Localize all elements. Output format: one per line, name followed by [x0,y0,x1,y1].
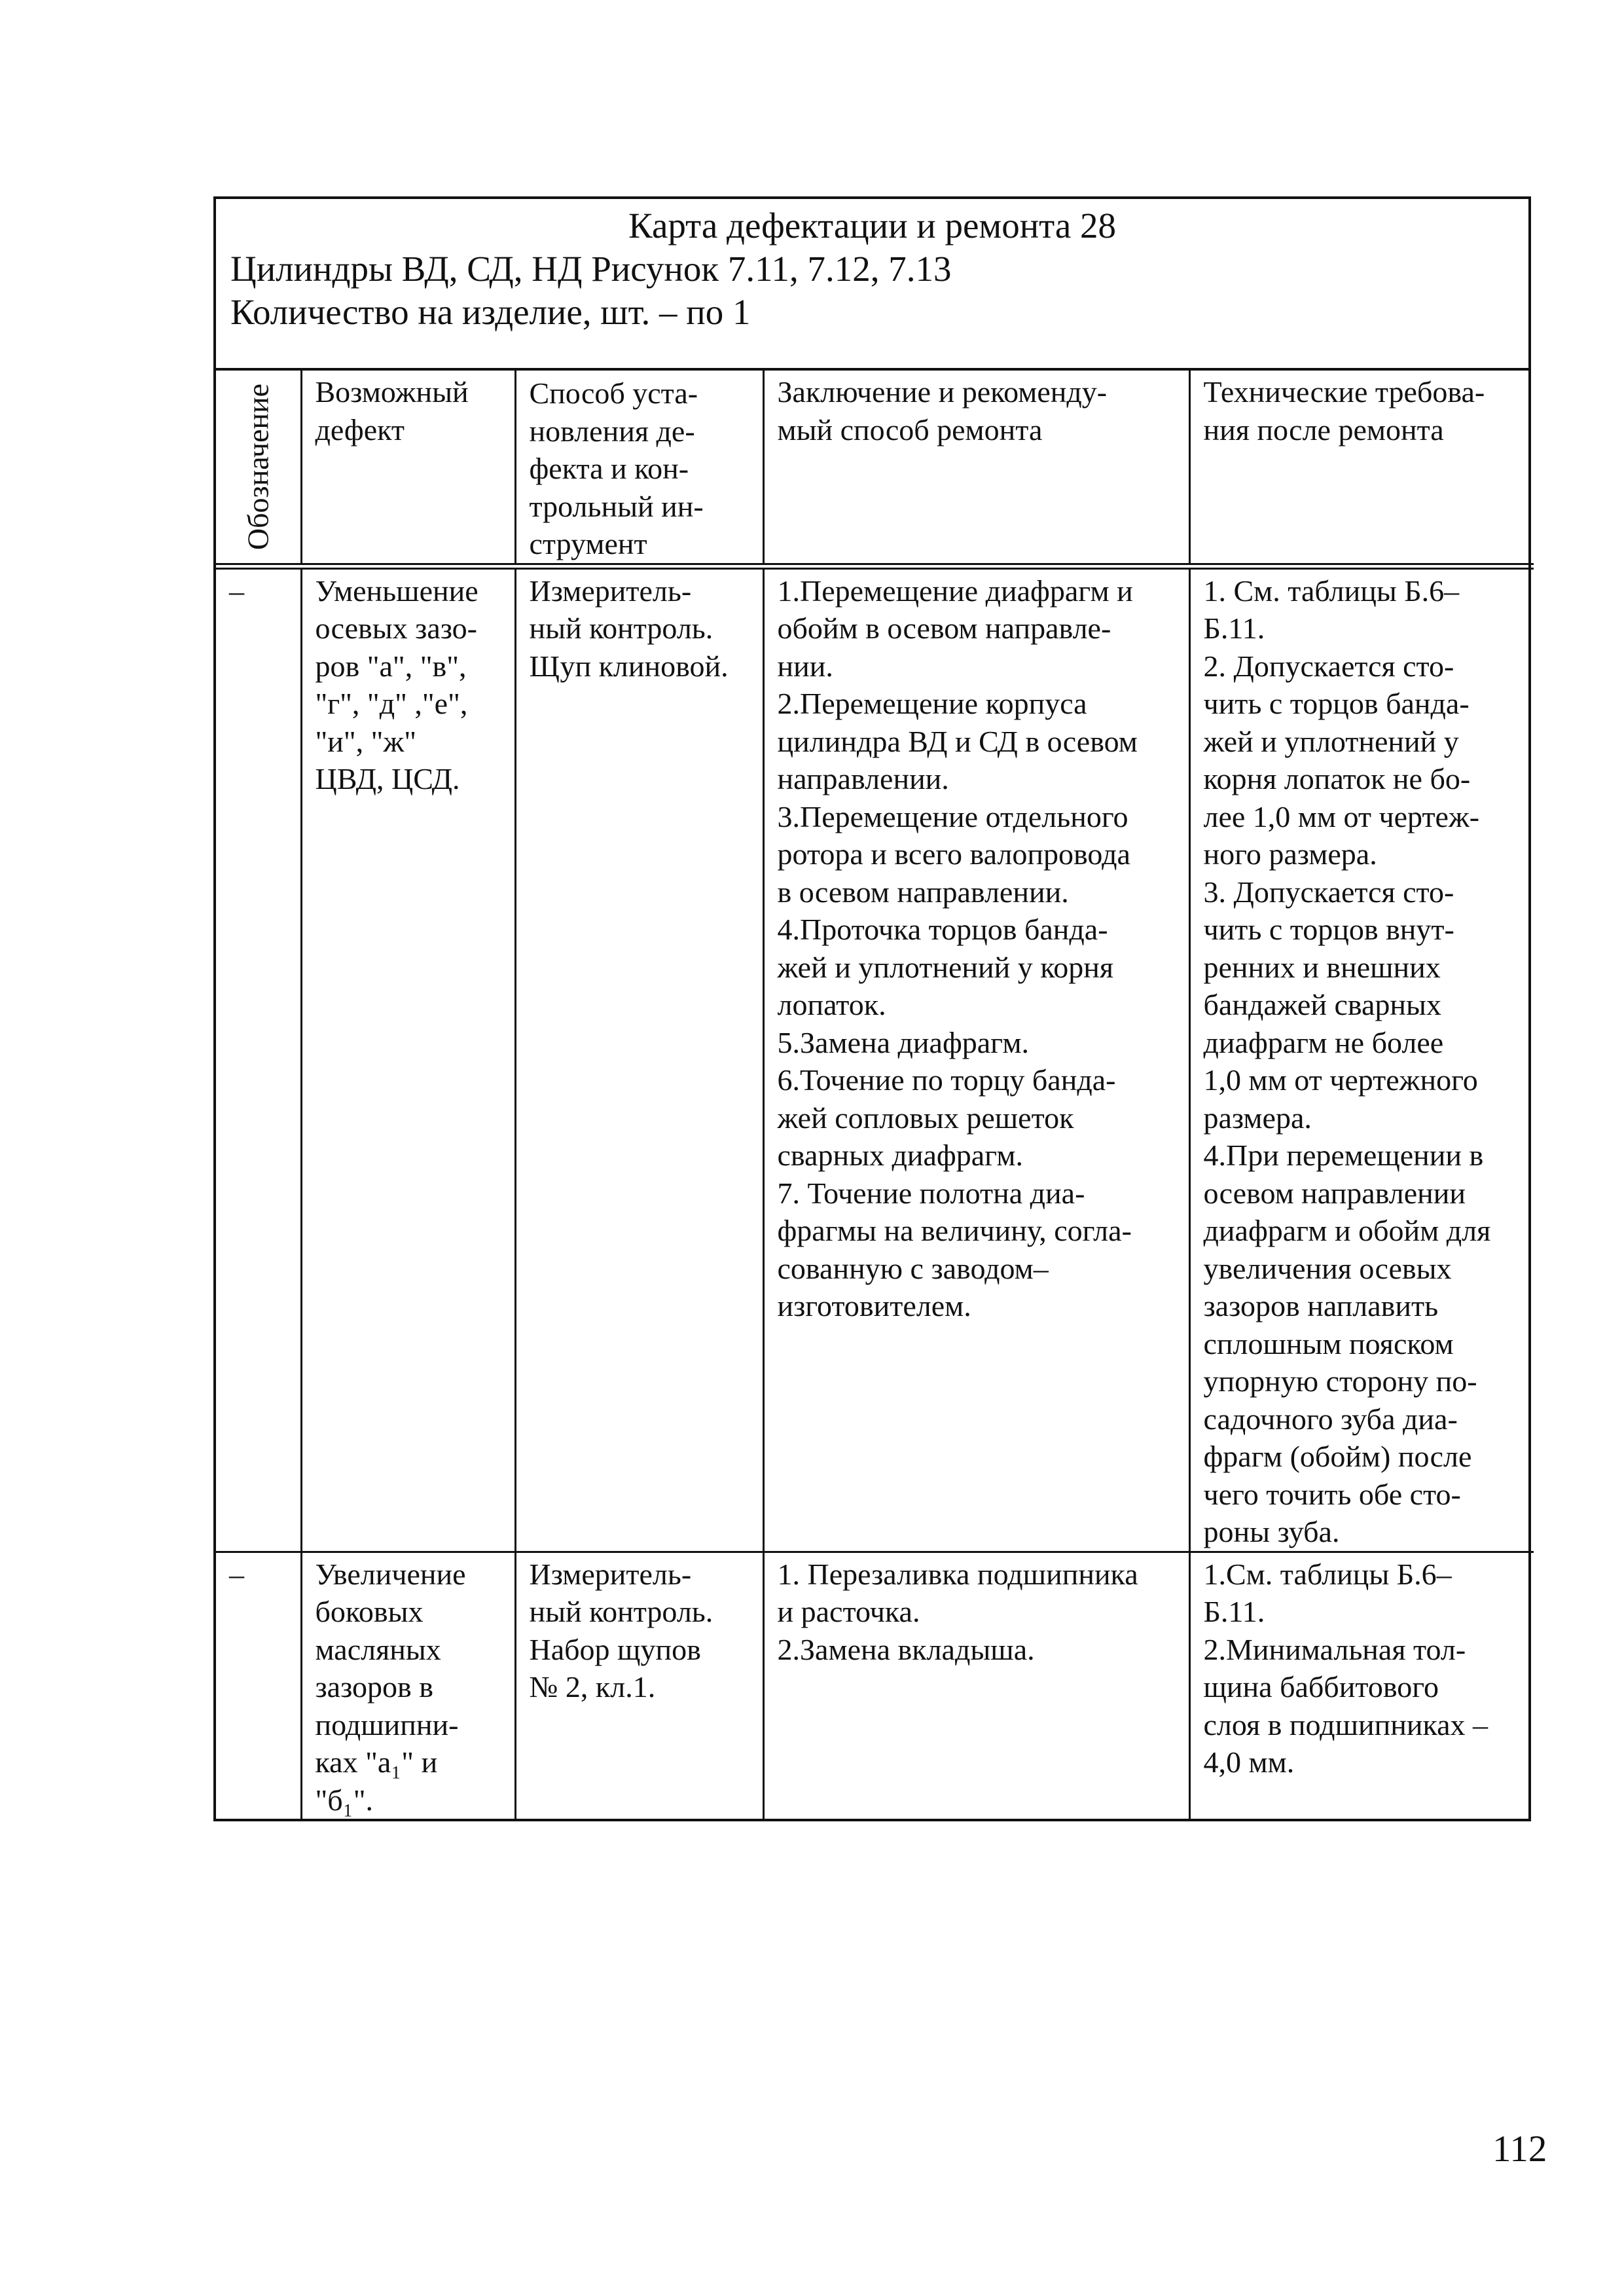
text-line: корня лопаток не бо- [1203,762,1471,795]
row-defect [301,566,515,1552]
text-line: 1.Перемещение диафрагм и [777,574,1133,608]
text-line: размера. [1203,1101,1312,1135]
text-line: обойм в осевом направле- [777,611,1111,645]
text-line: ротора и всего валопровода [777,837,1130,871]
text-line: масляных [315,1632,441,1666]
page-number: 112 [1492,2128,1547,2170]
text-line: осевом направлении [1203,1176,1466,1210]
text-line: Увеличение [315,1557,466,1591]
text-line: Измеритель- [529,1557,692,1591]
text-line: роны зуба. [1203,1515,1340,1548]
text-line: ров "а", "в", [315,649,467,683]
card-quantity: Количество на изделие, шт. – по 1 [230,292,751,332]
text-line: Уменьшение [315,574,478,608]
header-mark [216,371,301,566]
text-line: Щуп клиновой. [529,649,729,683]
text-line: ках "а₁" и [315,1745,438,1779]
text-line: Технические требова- [1203,375,1485,409]
text-line: изготовителем. [777,1289,971,1322]
card-title: Карта дефектации и ремонта 28 [628,206,1116,246]
text-line: садочного зуба диа- [1203,1402,1458,1436]
text-line: 2.Минимальная тол- [1203,1632,1466,1666]
text-line: диафрагм не более [1203,1025,1444,1059]
text-line: ренних и внешних [1203,950,1441,984]
text-line: трольный ин- [529,489,704,523]
defect-card [213,196,1531,1821]
text-line: слоя в подшипниках – [1203,1707,1489,1741]
text-line: зазоров наплавить [1203,1289,1439,1322]
text-line: Б.11. [1203,611,1265,645]
text-line: фекта и кон- [529,452,689,485]
text-line: Способ уста- [529,376,698,410]
row-requirements [1189,1552,1534,1819]
text-line: подшипни- [315,1707,459,1741]
text-line: направлении. [777,762,949,795]
text-line: чить с торцов внут- [1203,913,1454,946]
text-line: нии. [777,649,833,683]
text-line: Б.11. [1203,1595,1265,1628]
text-line: 2.Перемещение корпуса [777,687,1087,720]
text-line: чего точить обе сто- [1203,1477,1461,1511]
text-line: чить с торцов банда- [1203,687,1470,720]
text-line: лопаток. [777,988,886,1021]
text-line: 1.См. таблицы Б.6– [1203,1557,1452,1591]
text-line: "б₁". [315,1783,373,1817]
text-line: увеличения осевых [1203,1251,1452,1285]
text-line: упорную сторону по- [1203,1364,1477,1398]
text-line: Заключение и рекоменду- [777,375,1108,409]
text-line: 2. Допускается сто- [1203,649,1454,683]
table-row [216,566,1534,1552]
header-conclusion [763,371,1189,566]
text-line: 3. Допускается сто- [1203,875,1454,909]
text-line: мый способ ремонта [777,412,1043,446]
text-line: фрагм (обойм) после [1203,1440,1472,1473]
text-line: "г", "д" ,"е", [315,687,468,720]
text-line: 7. Точение полотна диа- [777,1176,1085,1210]
text-line: фрагмы на величину, согла- [777,1214,1132,1247]
row-conclusion [763,1552,1189,1819]
text-line: 4.Проточка торцов банда- [777,913,1108,946]
text-line: зазоров в [315,1670,433,1704]
text-line: Набор щупов [529,1632,701,1666]
text-line: в осевом направлении. [777,875,1069,909]
text-line: 4,0 мм. [1203,1745,1295,1779]
text-line: цилиндра ВД и СД в осевом [777,724,1138,758]
text-line: 1. См. таблицы Б.6– [1203,574,1460,608]
text-line: осевых зазо- [315,611,477,645]
header-mark-label: Обозначение [241,383,275,550]
text-line: дефект [315,412,405,446]
text-line: 3.Перемещение отдельного [777,799,1128,833]
text-line: сованную с заводом– [777,1251,1049,1285]
text-line: новления де- [529,414,695,448]
text-line: 1. Перезаливка подшипника [777,1557,1138,1591]
text-line: ный контроль. [529,1595,713,1628]
defect-table [216,371,1534,1819]
card-header [216,199,1528,371]
header-method [515,371,763,566]
text-line: лее 1,0 мм от чертеж- [1203,799,1480,833]
text-line: струмент [529,527,647,560]
text-line: и расточка. [777,1595,920,1628]
text-line: № 2, кл.1. [529,1670,656,1704]
text-line: сварных диафрагм. [777,1139,1024,1172]
header-requirements [1189,371,1534,566]
text-line: ный контроль. [529,611,713,645]
text-line: жей и уплотнений у [1203,724,1459,758]
row-defect [301,1552,515,1819]
row-mark: – [216,1552,301,1819]
row-conclusion [763,566,1189,1552]
text-line: бандажей сварных [1203,988,1441,1021]
text-line: ЦВД, ЦСД. [315,762,460,795]
row-method [515,1552,763,1819]
text-line: "и", "ж" [315,724,417,758]
text-line: жей сопловых решеток [777,1101,1074,1135]
text-line: ного размера. [1203,837,1377,871]
text-line: жей и уплотнений у корня [777,950,1114,984]
text-line: Возможный [315,375,469,409]
text-line: 1,0 мм от чертежного [1203,1063,1478,1097]
text-line: 6.Точение по торцу банда- [777,1063,1116,1097]
row-method [515,566,763,1552]
text-line: ния после ремонта [1203,412,1444,446]
text-line: боковых [315,1595,424,1628]
text-line: 5.Замена диафрагм. [777,1025,1030,1059]
text-line: диафрагм и обойм для [1203,1214,1491,1247]
header-defect [301,371,515,566]
card-subtitle: Цилиндры ВД, СД, НД Рисунок 7.11, 7.12, 7.13 [230,249,952,289]
row-requirements [1189,566,1534,1552]
text-line: сплошным пояском [1203,1326,1454,1360]
text-line: 4.При перемещении в [1203,1139,1484,1172]
text-line: Измеритель- [529,574,692,608]
table-header-row [216,371,1534,566]
row-mark: – [216,566,301,1552]
text-line: 2.Замена вкладыша. [777,1632,1035,1666]
table-row [216,1552,1534,1819]
text-line: щина баббитового [1203,1670,1439,1704]
